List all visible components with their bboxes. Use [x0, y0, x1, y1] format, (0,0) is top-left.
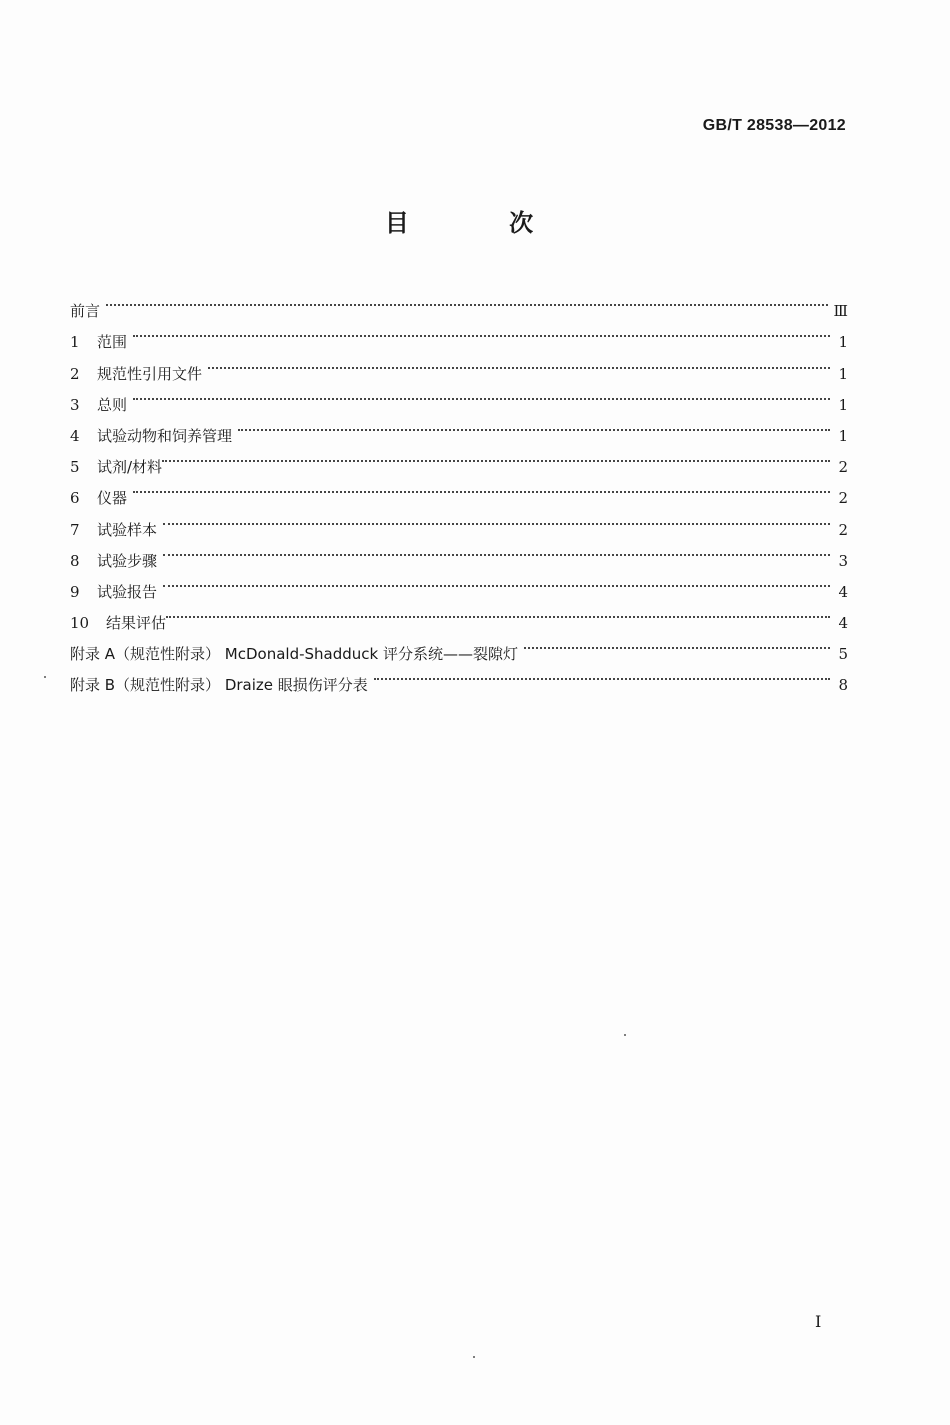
toc-entry-test-samples[interactable]	[70, 503, 848, 539]
toc-label: 范围	[97, 333, 128, 352]
toc-page-number: 2	[838, 520, 848, 539]
toc-label: 试验动物和饲养管理	[97, 426, 233, 445]
toc-entry-test-procedure[interactable]	[70, 535, 848, 570]
toc-entry-foreword[interactable]	[70, 285, 848, 321]
toc-label: 试验样本	[97, 520, 158, 539]
toc-page-number: Ⅲ	[833, 302, 848, 321]
scan-speck	[624, 1034, 626, 1036]
toc-leader-dots	[163, 503, 830, 534]
toc-label: 附录 B（规范性附录） Draize 眼损伤评分表	[70, 676, 368, 695]
toc-label: 试验报告	[97, 582, 158, 601]
page-number: I	[815, 1312, 822, 1331]
toc-entry-general-principles[interactable]	[70, 379, 848, 414]
toc-label: 试剂/材料	[97, 458, 163, 477]
toc-label: 前言	[70, 302, 101, 321]
toc-section-number: 8	[70, 551, 80, 570]
toc-label: 规范性引用文件	[97, 364, 203, 383]
toc-page-number: 3	[838, 551, 848, 570]
toc-section-number: 3	[70, 395, 80, 414]
toc-leader-dots	[166, 597, 830, 628]
standard-number: GB/T 28538—2012	[702, 117, 846, 134]
toc-label: 试验步骤	[97, 551, 158, 570]
toc-label: 附录 A（规范性附录） McDonald-Shadduck 评分系统——裂隙灯	[70, 645, 518, 664]
toc-section-number: 1	[70, 333, 80, 352]
toc-leader-dots	[133, 316, 830, 347]
toc-leader-dots	[374, 659, 830, 690]
toc-page-number: 8	[838, 676, 848, 695]
toc-leader-dots	[162, 441, 830, 472]
toc-section-number: 5	[70, 458, 80, 477]
toc-section-number: 4	[70, 426, 80, 445]
toc-leader-dots	[163, 535, 830, 566]
toc-entry-annex-a[interactable]	[70, 628, 848, 664]
toc-leader-dots	[238, 410, 830, 441]
toc-page-number: 2	[838, 458, 848, 477]
toc-leader-dots	[163, 566, 830, 597]
toc-page-number: 5	[838, 645, 848, 664]
toc-entry-result-evaluation[interactable]	[70, 597, 848, 633]
toc-page-number: 4	[838, 614, 848, 633]
toc-page-number: 1	[838, 364, 848, 383]
toc-page-number: 1	[838, 426, 848, 445]
toc-page-number: 1	[838, 333, 848, 352]
toc-page-number: 1	[838, 395, 848, 414]
toc-entry-reagents-materials[interactable]	[70, 441, 848, 477]
scan-speck	[473, 1356, 475, 1358]
toc-leader-dots	[208, 347, 830, 378]
toc-section-number: 2	[70, 364, 80, 383]
toc-title: 目 次	[384, 209, 580, 237]
table-of-contents	[70, 285, 848, 695]
toc-leader-dots	[524, 628, 830, 659]
toc-entry-test-report[interactable]	[70, 566, 848, 601]
toc-leader-dots	[106, 285, 828, 316]
toc-page-number: 4	[838, 582, 848, 601]
toc-section-number: 7	[70, 520, 80, 539]
toc-entry-normative-references[interactable]	[70, 347, 848, 383]
toc-section-number: 6	[70, 489, 80, 508]
toc-entry-test-animals[interactable]	[70, 410, 848, 445]
toc-entry-instruments[interactable]	[70, 472, 848, 508]
toc-page-number: 2	[838, 489, 848, 508]
scan-speck	[44, 676, 46, 678]
toc-leader-dots	[133, 472, 830, 503]
toc-label: 结果评估	[106, 614, 167, 633]
toc-label: 仪器	[97, 489, 128, 508]
toc-section-number: 10	[70, 614, 90, 633]
toc-section-number: 9	[70, 582, 80, 601]
toc-label: 总则	[97, 395, 128, 414]
toc-entry-scope[interactable]	[70, 316, 848, 352]
toc-leader-dots	[133, 379, 830, 410]
